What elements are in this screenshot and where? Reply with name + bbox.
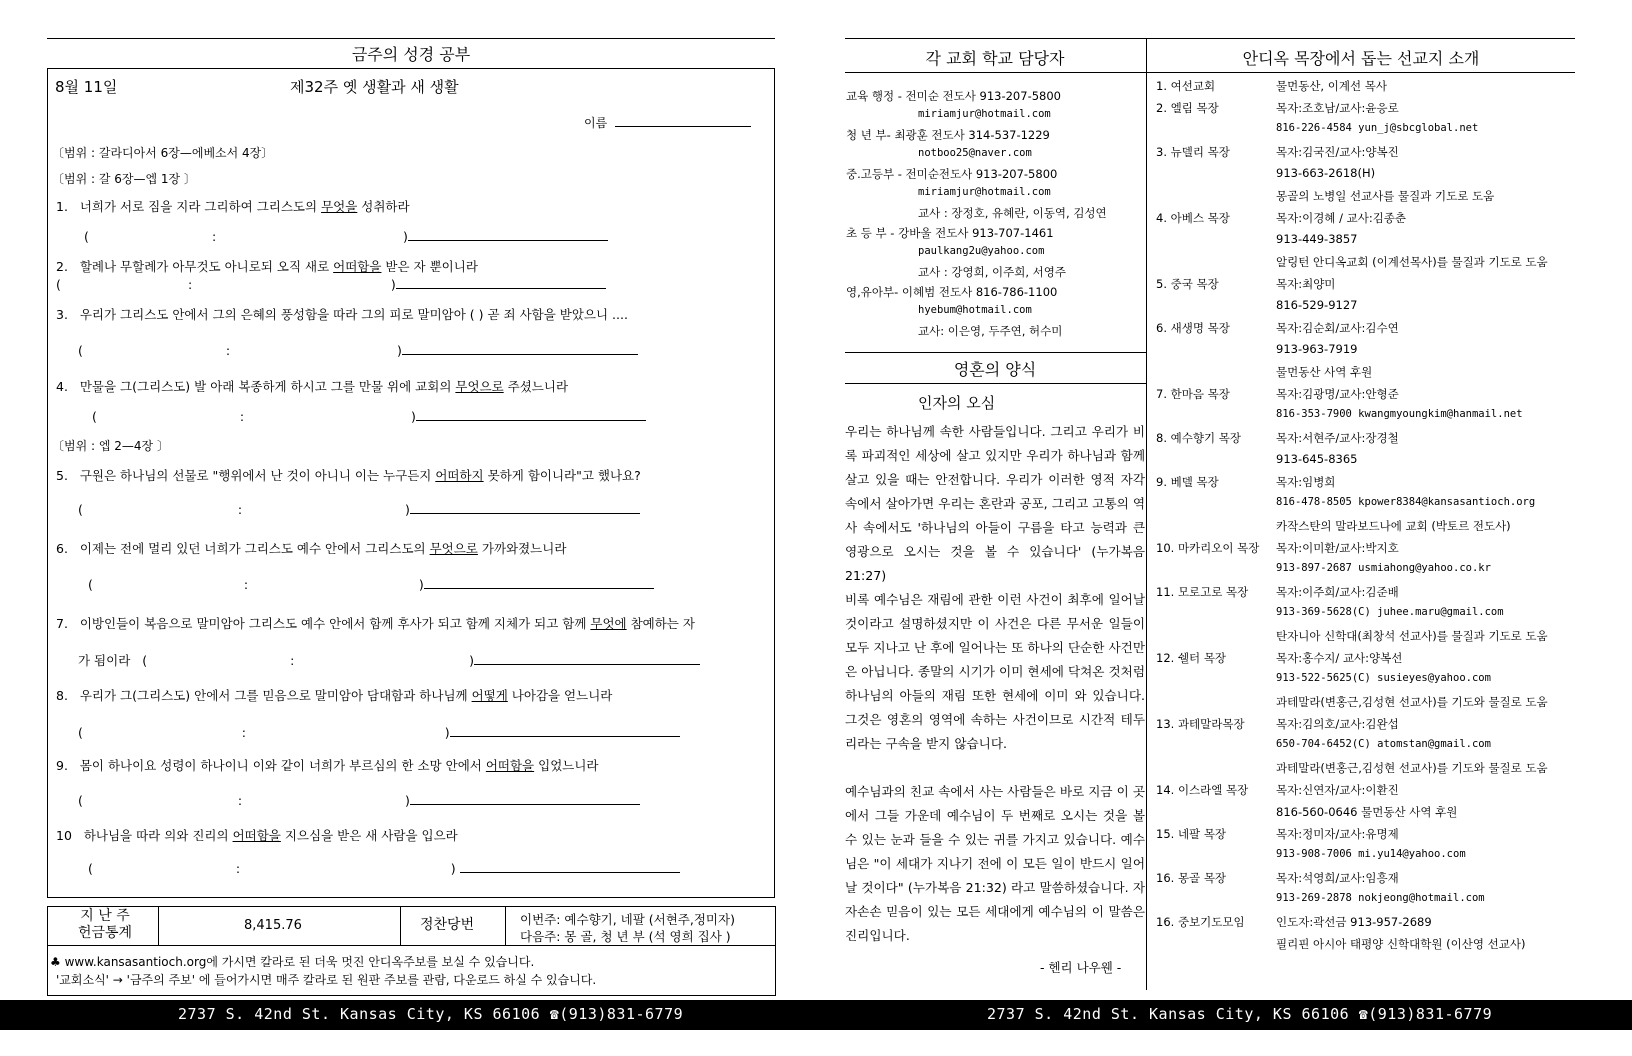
mission-name: 7. 한마음 목장 [1156, 387, 1230, 401]
range-1: 〔범위 : 갈라디아서 6장—에베소서 4장〕 [52, 146, 274, 160]
praise-duty-label: 정찬당번 [420, 917, 475, 933]
question-10: 10 하나님을 따라 의와 진리의 어떠함을 지으심을 받은 새 사람을 입으라 [56, 828, 458, 843]
answer-9[interactable]: ( : ) [78, 793, 640, 808]
mission-name: 14. 이스라엘 목장 [1156, 783, 1249, 797]
mission-detail: 목자:석영희/교사:임흥재 [1276, 871, 1399, 885]
answer-7[interactable]: 가 됨이라 ( : ) [78, 651, 700, 669]
mission-detail: 816-560-0646 물먼동산 사역 후원 [1276, 805, 1458, 819]
staff-email: notboo25@naver.com [918, 147, 1032, 159]
footer-address-left: 2737 S. 42nd St. Kansas City, KS 66106 ☎(913)831-6779 [178, 1005, 684, 1023]
mission-detail: 816-478-8505 kpower8384@kansasantioch.org [1276, 496, 1536, 508]
download-notice: '교회소식' → '금주의 주보' 에 들어가시면 매주 칼라로 된 원판 주보를 관람, 다운로드 하실 수 있습니다. [56, 973, 597, 987]
mission-detail: 913-663-2618(H) [1276, 166, 1376, 180]
mission-name: 5. 중국 목장 [1156, 277, 1219, 291]
range-2: 〔범위 : 갈 6장—엡 1장 〕 [52, 172, 196, 186]
mission-name: 12. 쉘터 목장 [1156, 651, 1227, 665]
range-3: 〔범위 : 엡 2—4장 〕 [52, 439, 169, 453]
mission-name: 3. 뉴델리 목장 [1156, 145, 1230, 159]
mission-detail: 과테말라(변홍근,김성현 선교사)를 기도와 물질로 도움 [1276, 761, 1548, 775]
mission-detail: 913-897-2687 usmiahong@yahoo.co.kr [1276, 562, 1491, 574]
answer-2[interactable]: ( : ) [56, 277, 606, 292]
answer-5[interactable]: ( : ) [78, 502, 640, 517]
mission-detail: 카작스탄의 말라보드나에 교회 (박토르 전도사) [1276, 519, 1511, 533]
staff-email: hyebum@hotmail.com [918, 304, 1032, 316]
mission-name: 2. 엘림 목장 [1156, 101, 1219, 115]
mission-detail: 목자:이주희/교사:김준배 [1276, 585, 1399, 599]
answer-10[interactable]: ( : ) [88, 861, 680, 876]
mission-detail: 816-529-9127 [1276, 298, 1358, 312]
mission-detail: 913-963-7919 [1276, 342, 1358, 356]
mission-detail: 913-522-5625(C) susieyes@yahoo.com [1276, 672, 1491, 684]
stats-label: 지 난 주 헌금통계 [77, 908, 133, 941]
name-field [584, 114, 751, 131]
devotion-paragraph-2: 비록 예수님은 재림에 관한 이런 사건이 최후에 일어날 것이라고 설명하셨지만 이 사건은 다른 무서운 일들이 모두 지나고 난 후에 일어나는 또 하나의 단순한 사건만 은 아닙니다. 종말의 시기가 이미 현세에 닥쳐온 것처럼 하나님의 아들의 재림 또한 현세에 이미 와 있습니다. 그것은 영혼의 영역에 속하는 사건이므로 시간적 테두리라는 구속을 받지 않습니다. [845, 592, 1145, 751]
answer-6[interactable]: ( : ) [88, 577, 654, 592]
mission-detail: 목자:조호남/교사:윤응로 [1276, 101, 1399, 115]
mission-detail: 목자:정미자/교사:유명제 [1276, 827, 1399, 841]
mission-detail: 알링턴 안디옥교회 (이계선목사)를 물질과 기도로 도움 [1276, 255, 1548, 269]
mission-detail: 913-645-8365 [1276, 452, 1358, 466]
mission-name: 1. 여선교회 [1156, 79, 1216, 93]
question-3: 3. 우리가 그리스도 안에서 그의 은혜의 풍성함을 따라 그의 피로 말미암아 ( ) 곧 죄 사함을 받았으니 .... [56, 307, 628, 322]
mission-detail: 목자:김광명/교사:안형준 [1276, 387, 1399, 401]
mission-detail: 물먼동산 사역 후원 [1276, 365, 1373, 379]
answer-4[interactable]: ( : ) [92, 409, 646, 424]
devotion-title: 영혼의 양식 [953, 360, 1037, 379]
staff-email: miriamjur@hotmail.com [918, 108, 1051, 120]
mission-name: 16. 중보기도모임 [1156, 915, 1245, 929]
question-9: 9. 몸이 하나이요 성령이 하나이니 이와 같이 너희가 부르심의 한 소망 안에서 어떠함을 입었느니라 [56, 758, 599, 773]
mission-name: 11. 모로고로 목장 [1156, 585, 1249, 599]
mission-detail: 몽골의 노병일 선교사를 물질과 기도로 도움 [1276, 189, 1495, 203]
mission-name: 13. 과테말라목장 [1156, 717, 1245, 731]
mission-detail: 목자:김순회/교사:김수연 [1276, 321, 1399, 335]
question-4: 4. 만물을 그(그리스도) 발 아래 복종하게 하시고 그를 만물 위에 교회의 무엇으로 주셨느니라 [56, 379, 569, 394]
mission-detail: 목자:김국진/교사:양복진 [1276, 145, 1399, 159]
staff-teachers: 교사 : 장정호, 유혜란, 이동역, 김성연 [918, 206, 1107, 220]
devotion-paragraph-3: 예수님과의 친교 속에서 사는 사람들은 바로 지금 이 곳에서 그들 가운데 예수님이 두 번째로 오시는 것을 볼 수 있는 눈과 들을 수 있는 귀를 가지고 있습니다. 예수님은 "이 세대가 지나기 전에 이 모든 일이 반드시 일어날 것이다" (누가복음 21:32) 라고 말씀하셨습니다. 자자손손 믿음이 있는 모든 세대에게 예수님의 이 말씀은 진리입니다. [845, 784, 1145, 943]
mission-detail: 목자:신연자/교사:이환진 [1276, 783, 1399, 797]
mission-detail: 목자:이미환/교사:박지호 [1276, 541, 1399, 555]
question-1: 1. 너희가 서로 짐을 지라 그리하여 그리스도의 무엇을 성취하라 [56, 199, 410, 214]
mission-detail: 물먼동산, 이계선 목사 [1276, 79, 1387, 93]
mission-detail: 과테말라(변홍근,김성현 선교사)를 기도와 물질로 도움 [1276, 695, 1548, 709]
name-label: 이름 [584, 116, 608, 130]
mission-name: 16. 몽골 목장 [1156, 871, 1227, 885]
duty-this-week: 이번주: 예수향기, 네팔 (서현주,정미자) [520, 912, 735, 927]
question-2: 2. 할례나 무할례가 아무것도 아니로되 오직 새로 어떠함을 받은 자 뿐이니라 [56, 259, 478, 274]
mission-name: 6. 새생명 목장 [1156, 321, 1230, 335]
mission-detail: 탄자니아 신학대(최창석 선교사)를 물질과 기도로 도움 [1276, 629, 1548, 643]
footer-address-right: 2737 S. 42nd St. Kansas City, KS 66106 ☎(913)831-6779 [987, 1005, 1493, 1023]
mission-detail: 목자:최양미 [1276, 277, 1336, 291]
staff-title: 각 교회 학교 담당자 [925, 49, 1065, 68]
answer-8[interactable]: ( : ) [78, 725, 680, 740]
staff-line: 초 등 부 - 강바울 전도사 913-707-1461 [846, 226, 1054, 240]
mission-name: 9. 베델 목장 [1156, 475, 1219, 489]
mission-name: 4. 아베스 목장 [1156, 211, 1230, 225]
mission-name: 8. 예수향기 목장 [1156, 431, 1241, 445]
bible-study-title: 금주의 성경 공부 [351, 45, 471, 64]
mission-detail: 816-353-7900 kwangmyoungkim@hanmail.net [1276, 408, 1523, 420]
missions-title: 안디옥 목장에서 돕는 선교지 소개 [1242, 49, 1480, 68]
offering-amount: 8,415.76 [244, 918, 302, 933]
mission-name: 15. 네팔 목장 [1156, 827, 1227, 841]
mission-detail: 필리핀 아시아 태평양 신학대학원 (이산영 선교사) [1276, 937, 1526, 951]
mission-detail: 목자:홍수지/ 교사:양복선 [1276, 651, 1403, 665]
mission-detail: 913-269-2878 nokjeong@hotmail.com [1276, 892, 1485, 904]
study-date: 8월 11일 [55, 78, 118, 96]
mission-detail: 913-449-3857 [1276, 232, 1358, 246]
mission-detail: 인도자:곽선금 913-957-2689 [1276, 915, 1432, 929]
staff-email: paulkang2u@yahoo.com [918, 245, 1045, 257]
question-7: 7. 이방인들이 복음으로 말미암아 그리스도 예수 안에서 함께 후사가 되고 함께 지체가 되고 함께 무엇에 참예하는 자 [56, 616, 695, 631]
mission-name: 10. 마카리오이 목장 [1156, 541, 1260, 555]
mission-detail: 목자:김의호/교사:김완섭 [1276, 717, 1399, 731]
staff-line: 중.고등부 - 전미순전도사 913-207-5800 [846, 167, 1058, 181]
staff-teachers: 교사 : 강영희, 이주희, 서영주 [918, 265, 1067, 279]
mission-detail: 목자:서현주/교사:장경철 [1276, 431, 1399, 445]
lesson-title: 제32주 옛 생활과 새 생활 [290, 78, 459, 96]
answer-3[interactable]: ( : ) [78, 343, 638, 358]
staff-line: 교육 행정 - 전미순 전도사 913-207-5800 [846, 89, 1061, 103]
mission-detail: 816-226-4584 yun_j@sbcglobal.net [1276, 122, 1479, 134]
question-6: 6. 이제는 전에 멀리 있던 너희가 그리스도 예수 안에서 그리스도의 무엇으로 가까와졌느니라 [56, 541, 567, 556]
mission-detail: 목자:임병희 [1276, 475, 1336, 489]
staff-line: 청 년 부- 최광훈 전도사 314-537-1229 [846, 128, 1050, 142]
staff-email: miriamjur@hotmail.com [918, 186, 1051, 198]
staff-teachers: 교사: 이은영, 두주연, 허수미 [918, 324, 1063, 338]
mission-detail: 913-369-5628(C) juhee.maru@gmail.com [1276, 606, 1504, 618]
mission-detail: 650-704-6452(C) atomstan@gmail.com [1276, 738, 1491, 750]
question-8: 8. 우리가 그(그리스도) 안에서 그를 믿음으로 말미암아 담대함과 하나님께 어떻게 나아감을 얻느니라 [56, 688, 613, 703]
devotion-subtitle: 인자의 오심 [918, 394, 996, 412]
mission-detail: 목자:이경혜 / 교사:김종춘 [1276, 211, 1407, 225]
devotion-author: - 헨리 나우웬 - [1040, 960, 1122, 975]
devotion-paragraph-1: 우리는 하나님께 속한 사람들입니다. 그리고 우리가 비록 파괴적인 세상에 살고 있지만 우리가 하나님과 함께 살고 있을 때는 안전합니다. 우리가 이러한 영적 자각 속에서 살아가면 우리는 혼란과 공포, 그리고 고통의 역사 속에서도 '하나님의 아들이 구름을 타고 능력과 큰 영광으로 오시는 것을 볼 수 있습니다' (누가복음 21:27) [845, 424, 1145, 583]
mission-detail: 913-908-7006 mi.yu14@yahoo.com [1276, 848, 1466, 860]
answer-1[interactable]: ( : ) [84, 229, 608, 244]
staff-line: 영,유아부- 이혜범 전도사 816-786-1100 [846, 285, 1058, 299]
website-notice: ♣ www.kansasantioch.org에 가시면 칼라로 된 더욱 멋진 안디옥주보를 보실 수 있습니다. [50, 955, 535, 969]
question-5: 5. 구원은 하나님의 선물로 "행위에서 난 것이 아니니 이는 누구든지 어떠하지 못하게 함이니라"고 했나요? [56, 468, 641, 483]
duty-next-week: 다음주: 몽 골, 청 년 부 (석 영희 집사 ) [520, 929, 731, 944]
